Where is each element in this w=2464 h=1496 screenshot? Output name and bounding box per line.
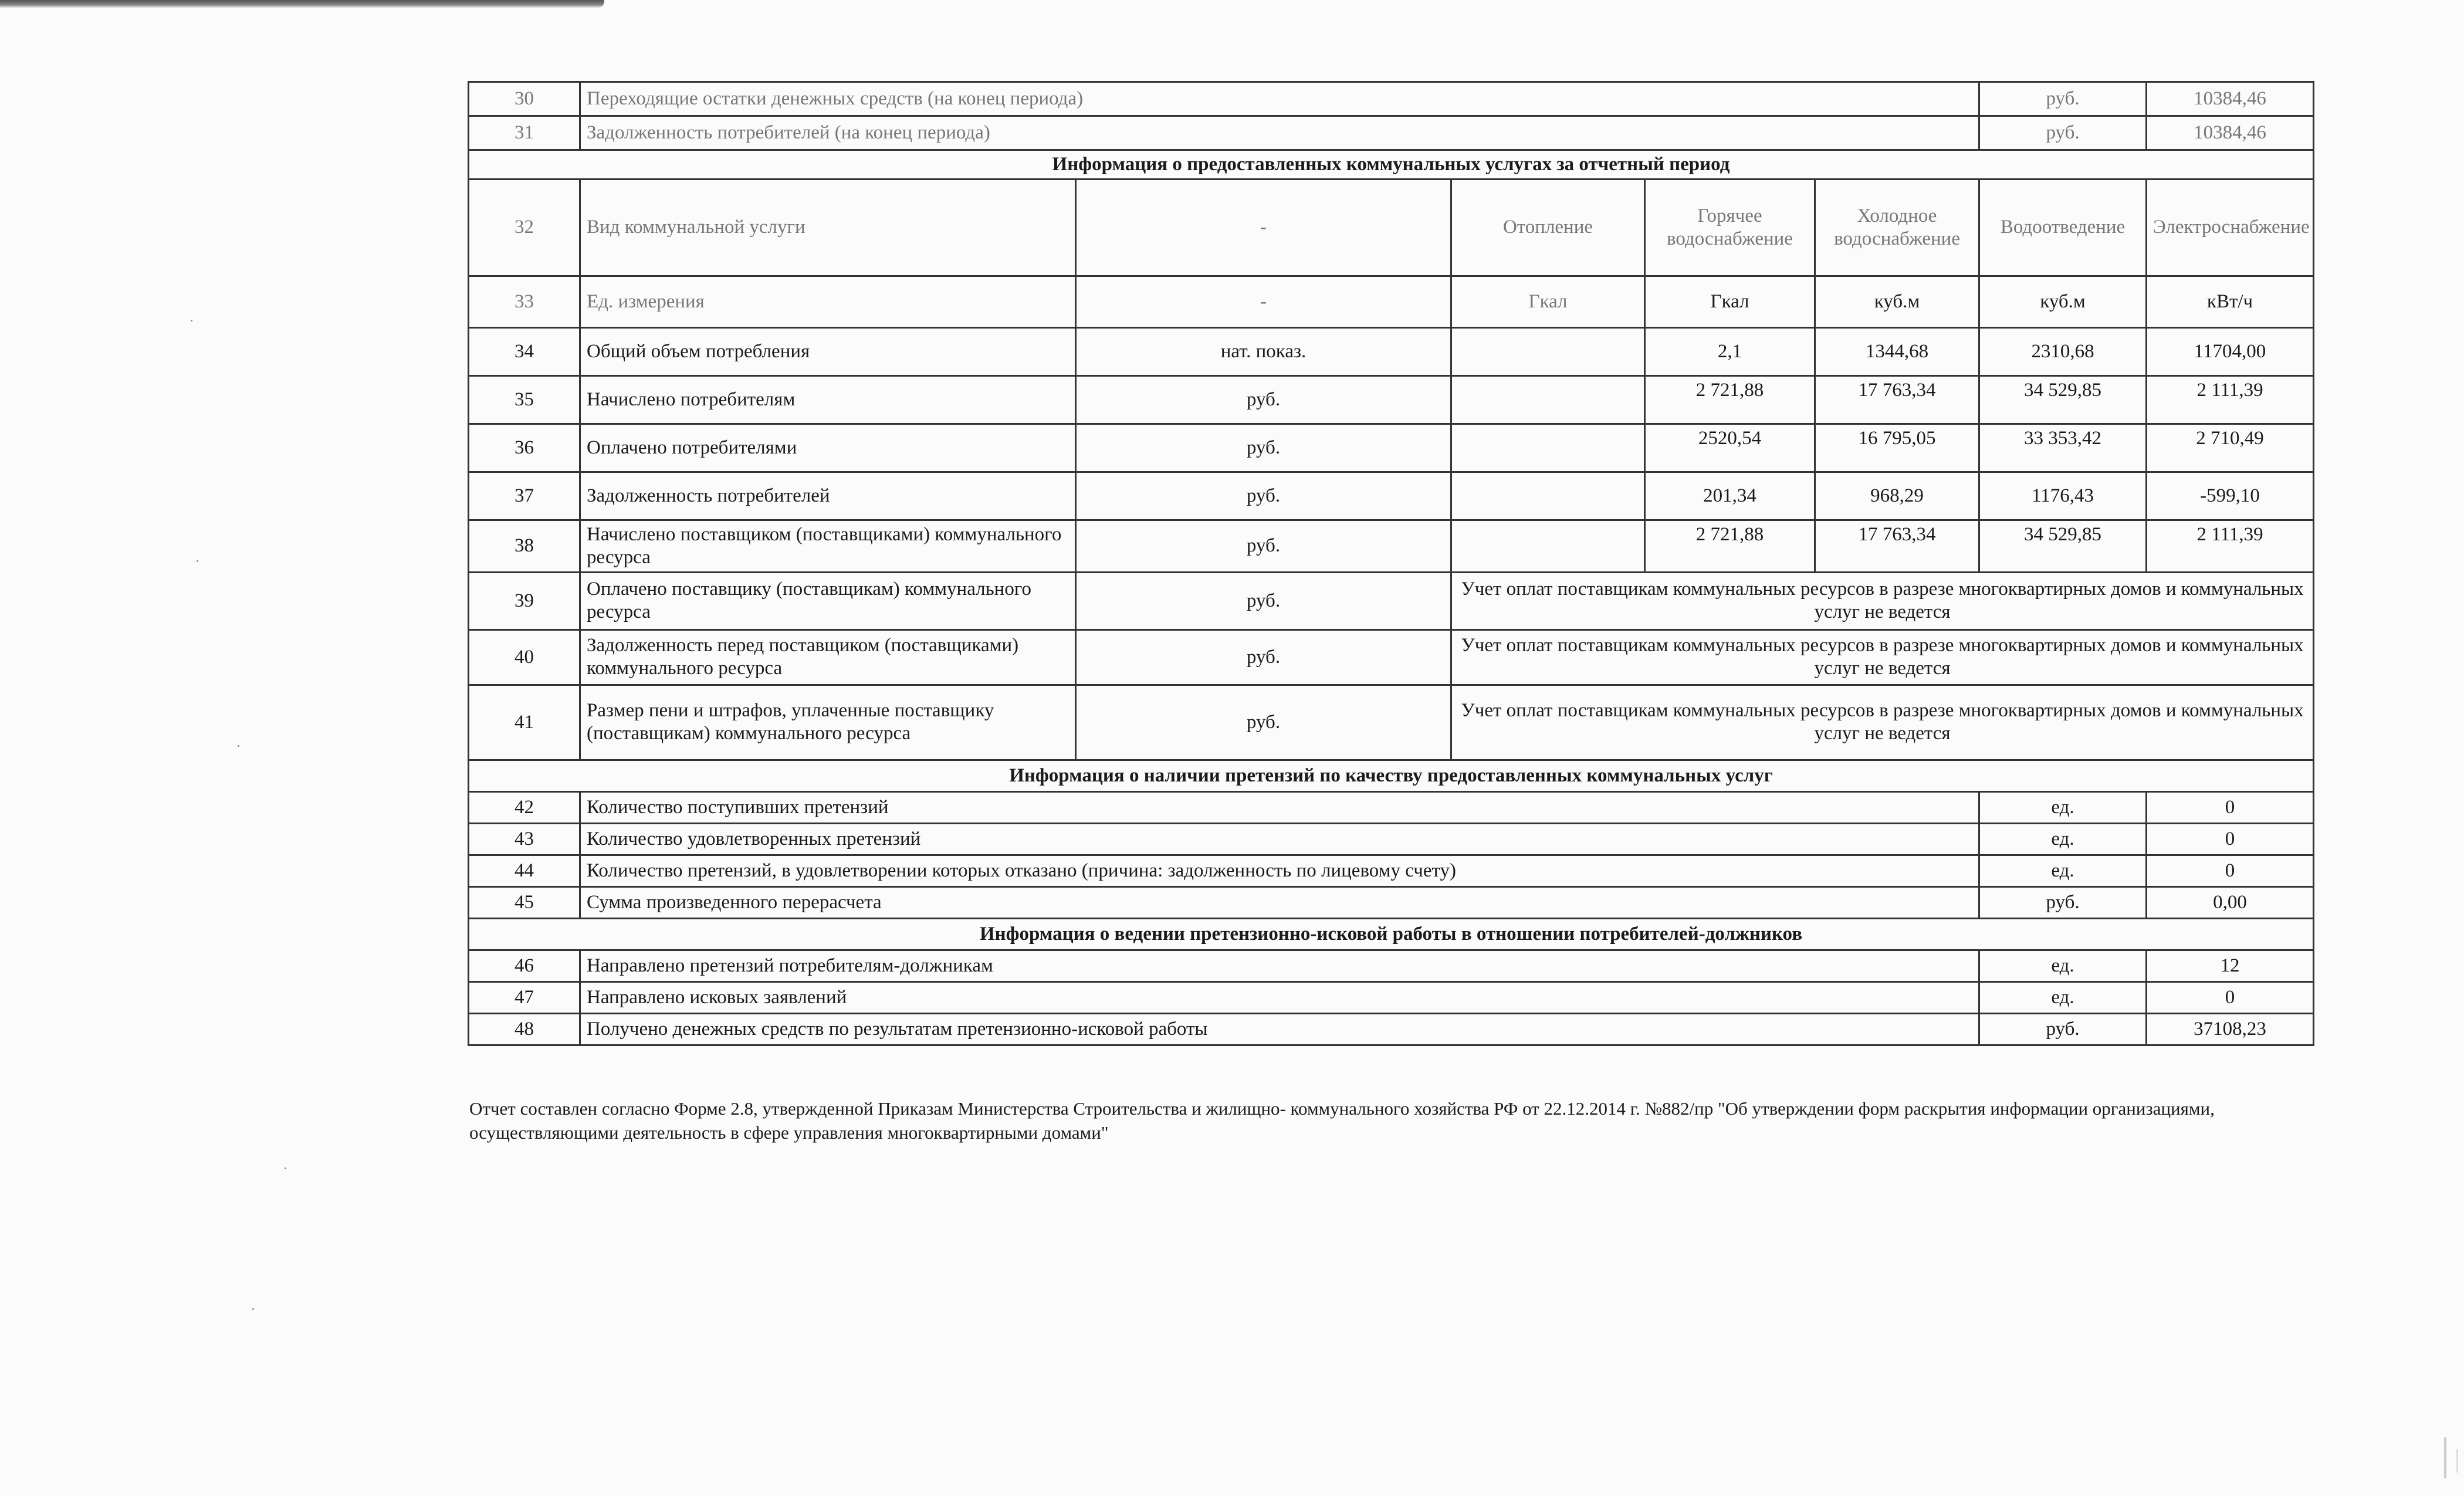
row-label: Оплачено потребителями: [580, 424, 1076, 472]
value-cell: 17 763,34: [1815, 375, 1979, 424]
table-row: [469, 572, 2314, 629]
table-row: [469, 82, 2314, 116]
row-value: 37108,23: [2147, 1013, 2314, 1045]
unit-cell: Гкал: [1645, 276, 1815, 327]
section-title: Информация о ведении претензионно-исковой работы в отношении потребителей-должников: [469, 918, 2314, 950]
row-number: 42: [469, 791, 580, 823]
row-value: 0: [2147, 791, 2314, 823]
section-title: Информация о предоставленных коммунальных услугах за отчетный период: [469, 150, 2314, 180]
row-unit: ед.: [1979, 855, 2147, 886]
value-cell: -599,10: [2147, 472, 2314, 520]
value-cell: 2310,68: [1979, 327, 2147, 375]
service-sewerage: Водоотведение: [1979, 179, 2147, 276]
row-unit: руб.: [1076, 629, 1451, 685]
value-cell: 34 529,85: [1979, 375, 2147, 424]
row-unit: руб.: [1979, 116, 2147, 150]
scan-speck: [238, 745, 239, 747]
row-number: 44: [469, 855, 580, 886]
value-cell: 16 795,05: [1815, 424, 1979, 472]
table-row: [469, 629, 2314, 685]
row-value: 12: [2147, 950, 2314, 981]
row-unit: руб.: [1076, 375, 1451, 424]
row-number: 38: [469, 520, 580, 572]
section-header-lawsuits: [469, 918, 2314, 950]
row-unit: ед.: [1979, 981, 2147, 1013]
row-label: Задолженность перед поставщиком (поставщиками) коммунального ресурса: [580, 629, 1076, 685]
scan-speck: [285, 1167, 286, 1169]
disclosure-report-table: [468, 81, 2314, 1046]
value-cell: 2 111,39: [2147, 520, 2314, 572]
row-number: 43: [469, 823, 580, 855]
row-label: Задолженность потребителей (на конец периода): [580, 116, 1979, 150]
scan-speck: [197, 560, 198, 562]
table-row: [469, 116, 2314, 150]
value-cell: 17 763,34: [1815, 520, 1979, 572]
report-footnote: Отчет составлен согласно Форме 2.8, утвержденной Приказам Министерства Строительства и жилищно- коммунального хозяйства РФ от 22.12.2014 г. №882/пр "Об утверждении форм раскрытия информации организациями, осуществляющими деятельность в сфере управления многоквартирными домами": [469, 1098, 2215, 1143]
row-label: Переходящие остатки денежных средств (на конец периода): [580, 82, 1979, 116]
row-label: Количество поступивших претензий: [580, 791, 1979, 823]
table-row: [469, 424, 2314, 472]
value-cell: 33 353,42: [1979, 424, 2147, 472]
row-label: Количество удовлетворенных претензий: [580, 823, 1979, 855]
value-cell: [1451, 520, 1645, 572]
row-unit: -: [1076, 276, 1451, 327]
scan-edge-mark: [2456, 1449, 2458, 1473]
scan-speck: [252, 1308, 254, 1310]
row-number: 33: [469, 276, 580, 327]
section-header-services: [469, 150, 2314, 180]
row-unit: ед.: [1979, 823, 2147, 855]
scan-speck: [191, 320, 192, 321]
row-value: 10384,46: [2147, 82, 2314, 116]
value-cell: [1451, 327, 1645, 375]
row-unit: руб.: [1979, 886, 2147, 918]
row-number: 48: [469, 1013, 580, 1045]
value-cell: 2520,54: [1645, 424, 1815, 472]
row-unit: руб.: [1076, 520, 1451, 572]
row-number: 40: [469, 629, 580, 685]
value-cell: 2 111,39: [2147, 375, 2314, 424]
row-label: Оплачено поставщику (поставщикам) коммунального ресурса: [580, 572, 1076, 629]
row-unit: руб.: [1979, 82, 2147, 116]
value-cell: [1451, 424, 1645, 472]
row-number: 47: [469, 981, 580, 1013]
value-cell: [1451, 472, 1645, 520]
row-unit: нат. показ.: [1076, 327, 1451, 375]
not-tracked-note: Учет оплат поставщикам коммунальных ресурсов в разрезе многоквартирных домов и коммунальных услуг не ведется: [1451, 572, 2314, 629]
value-cell: 1344,68: [1815, 327, 1979, 375]
table-row: [469, 791, 2314, 823]
row-label: Вид коммунальной услуги: [580, 179, 1076, 276]
row-value: 0,00: [2147, 886, 2314, 918]
row-unit: ед.: [1979, 950, 2147, 981]
row-number: 45: [469, 886, 580, 918]
service-hot-water: Горячее водоснабжение: [1645, 179, 1815, 276]
value-cell: 1176,43: [1979, 472, 2147, 520]
scan-edge-mark: [2444, 1437, 2446, 1478]
row-unit: руб.: [1076, 424, 1451, 472]
row-label: Направлено исковых заявлений: [580, 981, 1979, 1013]
table-row: [469, 823, 2314, 855]
table-row: [469, 520, 2314, 572]
table-row: [469, 472, 2314, 520]
section-title: Информация о наличии претензий по качеству предоставленных коммунальных услуг: [469, 760, 2314, 791]
unit-cell: куб.м: [1815, 276, 1979, 327]
service-cold-water: Холодное водоснабжение: [1815, 179, 1979, 276]
table-row: [469, 1013, 2314, 1045]
row-number: 39: [469, 572, 580, 629]
row-label: Получено денежных средств по результатам претензионно-исковой работы: [580, 1013, 1979, 1045]
row-label: Направлено претензий потребителям-должникам: [580, 950, 1979, 981]
row-label: Количество претензий, в удовлетворении которых отказано (причина: задолженность по лицевому счету): [580, 855, 1979, 886]
row-label: Начислено потребителям: [580, 375, 1076, 424]
row-number: 31: [469, 116, 580, 150]
table-row: [469, 276, 2314, 327]
service-heating: Отопление: [1451, 179, 1645, 276]
table-row: [469, 981, 2314, 1013]
table-row: [469, 375, 2314, 424]
row-unit: руб.: [1076, 572, 1451, 629]
row-number: 30: [469, 82, 580, 116]
row-label: Сумма произведенного перерасчета: [580, 886, 1979, 918]
service-electricity: Электроснабжение: [2147, 179, 2314, 276]
row-value: 10384,46: [2147, 116, 2314, 150]
row-label: Ед. измерения: [580, 276, 1076, 327]
row-unit: руб.: [1076, 472, 1451, 520]
table-row: [469, 950, 2314, 981]
value-cell: 11704,00: [2147, 327, 2314, 375]
not-tracked-note: Учет оплат поставщикам коммунальных ресурсов в разрезе многоквартирных домов и коммунальных услуг не ведется: [1451, 685, 2314, 760]
scan-edge-shadow: [0, 0, 604, 8]
row-number: 36: [469, 424, 580, 472]
table-row: [469, 886, 2314, 918]
table-row: [469, 327, 2314, 375]
row-value: 0: [2147, 823, 2314, 855]
value-cell: 2 710,49: [2147, 424, 2314, 472]
table-row: [469, 685, 2314, 760]
row-number: 41: [469, 685, 580, 760]
section-header-claims: [469, 760, 2314, 791]
value-cell: 2 721,88: [1645, 375, 1815, 424]
row-label: Начислено поставщиком (поставщиками) коммунального ресурса: [580, 520, 1076, 572]
row-number: 37: [469, 472, 580, 520]
value-cell: [1451, 375, 1645, 424]
table-row: [469, 179, 2314, 276]
not-tracked-note: Учет оплат поставщикам коммунальных ресурсов в разрезе многоквартирных домов и коммунальных услуг не ведется: [1451, 629, 2314, 685]
unit-cell: Гкал: [1451, 276, 1645, 327]
row-number: 35: [469, 375, 580, 424]
row-unit: ед.: [1979, 791, 2147, 823]
row-value: 0: [2147, 981, 2314, 1013]
row-unit: руб.: [1076, 685, 1451, 760]
value-cell: 201,34: [1645, 472, 1815, 520]
row-number: 34: [469, 327, 580, 375]
row-unit: руб.: [1979, 1013, 2147, 1045]
row-label: Задолженность потребителей: [580, 472, 1076, 520]
row-label: Общий объем потребления: [580, 327, 1076, 375]
value-cell: 968,29: [1815, 472, 1979, 520]
unit-cell: куб.м: [1979, 276, 2147, 327]
unit-cell: кВт/ч: [2147, 276, 2314, 327]
value-cell: 34 529,85: [1979, 520, 2147, 572]
row-number: 46: [469, 950, 580, 981]
row-label: Размер пени и штрафов, уплаченные поставщику (поставщикам) коммунального ресурса: [580, 685, 1076, 760]
value-cell: 2 721,88: [1645, 520, 1815, 572]
value-cell: 2,1: [1645, 327, 1815, 375]
row-unit: -: [1076, 179, 1451, 276]
row-value: 0: [2147, 855, 2314, 886]
row-number: 32: [469, 179, 580, 276]
table-row: [469, 855, 2314, 886]
